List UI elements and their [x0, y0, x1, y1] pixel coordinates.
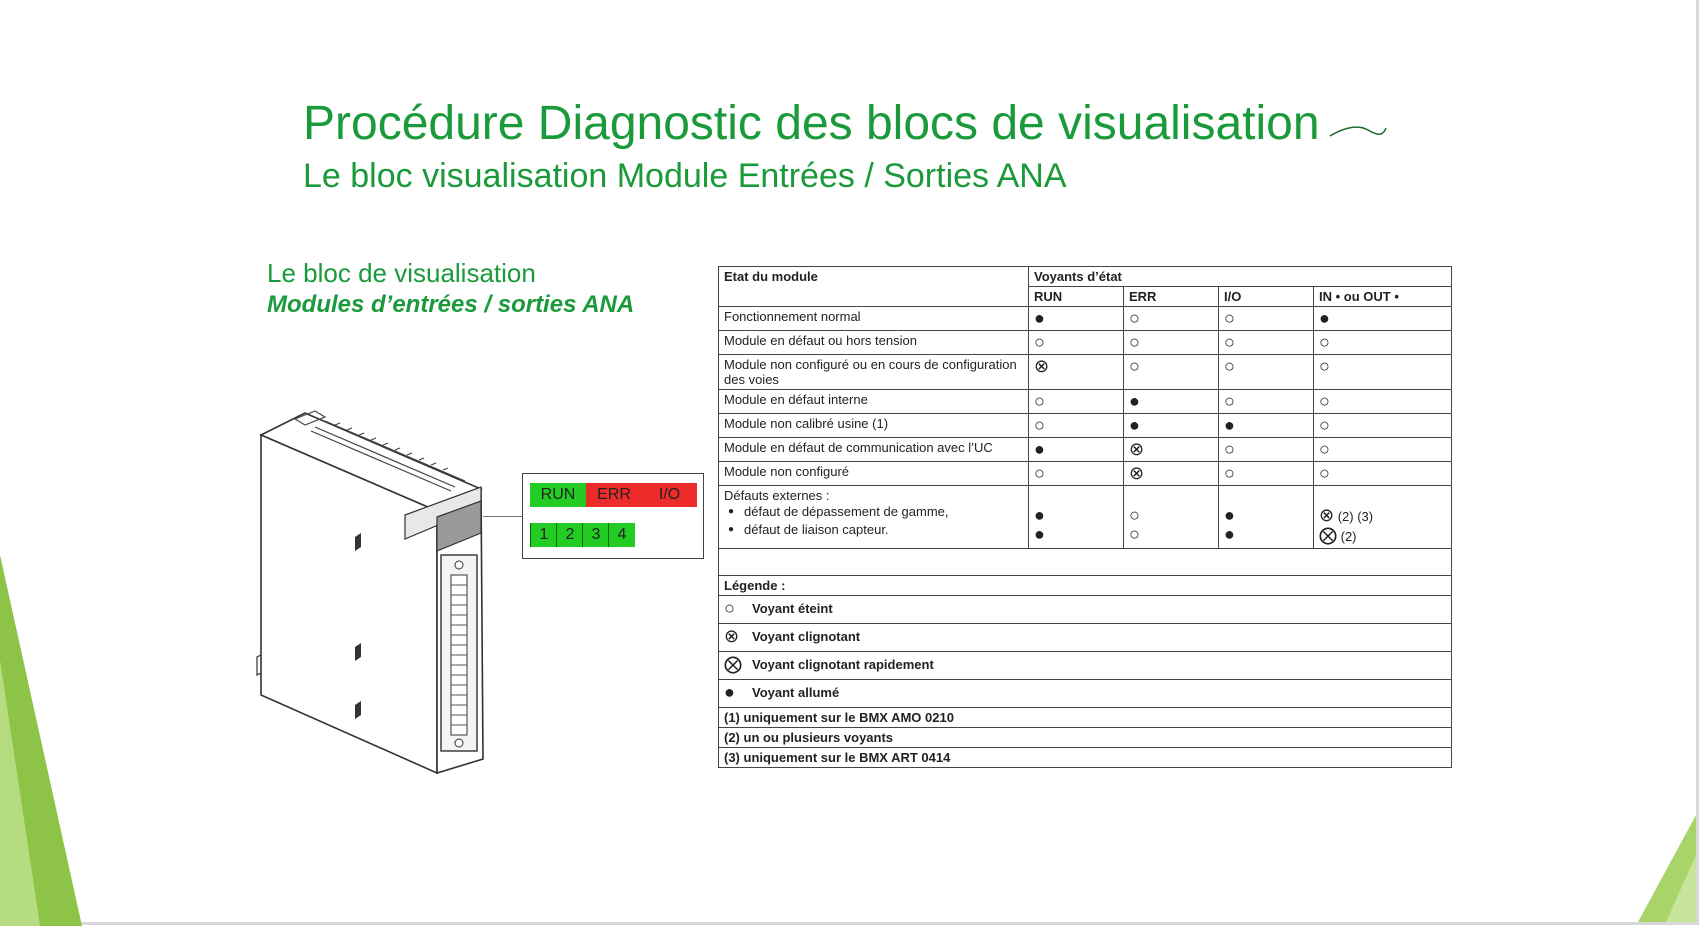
led-indicator: ○	[1224, 308, 1235, 328]
led-indicator: ○	[1034, 332, 1045, 352]
legend-text: Voyant allumé	[752, 685, 840, 700]
module-illustration	[255, 405, 495, 775]
led-indicator: ○	[1224, 463, 1235, 483]
led-indicator: ○	[1319, 463, 1330, 483]
led-indicator: ●	[1034, 524, 1045, 544]
led-indicator: ●	[1034, 439, 1045, 459]
table-row-external-faults	[719, 486, 1452, 549]
led-indicator: ○	[1034, 415, 1045, 435]
led-indicator: ○	[1224, 356, 1235, 376]
block-subtitle: Modules d’entrées / sorties ANA	[267, 291, 635, 318]
row-label: Fonctionnement normal	[719, 307, 1029, 331]
header-module-state: Etat du module	[719, 267, 1029, 307]
list-item: ● défaut de liaison capteur.	[724, 521, 1023, 539]
footnote-ref: (2)	[1340, 529, 1357, 544]
led-indicator: ●	[1224, 524, 1235, 544]
led-indicator: ⊗	[1129, 439, 1145, 459]
led-on-icon: ●	[724, 682, 735, 702]
table-row	[719, 307, 1452, 331]
led-indicator: ○	[1129, 505, 1140, 525]
table-row	[719, 390, 1452, 414]
led-fast-blink-icon: ⨂	[724, 654, 742, 674]
led-indicator: ○	[1319, 332, 1330, 352]
footnote: (2) un ou plusieurs voyants	[719, 728, 1452, 748]
led-io: I/O	[642, 483, 697, 507]
spacer-row	[719, 549, 1452, 576]
table-row	[719, 355, 1452, 390]
led-channel-3: 3	[582, 523, 609, 547]
table-row	[719, 331, 1452, 355]
legend-text: Voyant éteint	[752, 601, 833, 616]
led-indicator: ○	[1224, 391, 1235, 411]
leader-line	[483, 516, 523, 517]
led-indicator: ○	[1319, 356, 1330, 376]
led-indicator: ○	[1129, 524, 1140, 544]
led-blink-icon: ⊗	[724, 626, 740, 646]
led-indicator: ⊗	[1034, 356, 1050, 376]
table-row	[719, 438, 1452, 462]
led-indicator: ●	[1034, 505, 1045, 525]
footnote: (3) uniquement sur le BMX ART 0414	[719, 748, 1452, 768]
legend-text: Voyant clignotant rapidement	[752, 657, 934, 672]
led-indicator: ⨂	[1319, 525, 1337, 545]
row-label: Module non configuré ou en cours de configuration des voies	[719, 355, 1029, 390]
row-label: Module en défaut interne	[719, 390, 1029, 414]
led-indicator: ⊗	[1319, 505, 1335, 525]
decor-triangle-left-inner	[0, 660, 40, 926]
led-indicator: ○	[1224, 332, 1235, 352]
led-indicator: ○	[1034, 463, 1045, 483]
column-header: IN • ou OUT •	[1314, 287, 1452, 307]
legend-row	[719, 680, 1452, 708]
led-indicator: ●	[1224, 415, 1235, 435]
legend-row	[719, 624, 1452, 652]
row-label: Défauts externes :	[724, 488, 830, 503]
led-indicator: ○	[1319, 391, 1330, 411]
column-header: ERR	[1124, 287, 1219, 307]
led-indicator: ○	[1129, 332, 1140, 352]
led-indicator: ○	[1319, 439, 1330, 459]
led-display-panel	[522, 473, 704, 559]
led-indicator: ●	[1129, 415, 1140, 435]
row-label: Module non configuré	[719, 462, 1029, 486]
footnote-ref: (2) (3)	[1337, 509, 1374, 524]
led-off-icon: ○	[724, 598, 735, 618]
slide-title: Procédure Diagnostic des blocs de visualisation	[303, 97, 1320, 150]
table-row	[719, 462, 1452, 486]
column-header: I/O	[1219, 287, 1314, 307]
block-title: Le bloc de visualisation	[267, 258, 536, 288]
led-indicator: ●	[1319, 308, 1330, 328]
led-indicator: ○	[1129, 356, 1140, 376]
led-err: ERR	[586, 483, 642, 507]
led-indicator: ○	[1129, 308, 1140, 328]
led-indicator: ○	[1224, 439, 1235, 459]
led-status-table	[718, 266, 1452, 768]
led-channel-4: 4	[608, 523, 635, 547]
note-row	[719, 728, 1452, 748]
decor-triangle-right-inner	[1666, 855, 1696, 922]
note-row	[719, 708, 1452, 728]
slide-subtitle: Le bloc visualisation Module Entrées / Sorties ANA	[303, 157, 1067, 195]
list-item: ● défaut de dépassement de gamme,	[724, 503, 1023, 521]
led-channel-1: 1	[530, 523, 557, 547]
legend-text: Voyant clignotant	[752, 629, 861, 644]
led-indicator: ○	[1034, 391, 1045, 411]
table-row	[719, 414, 1452, 438]
led-indicator: ●	[1224, 505, 1235, 525]
legend-row	[719, 596, 1452, 624]
row-label: Module en défaut ou hors tension	[719, 331, 1029, 355]
legend-title: Légende :	[719, 576, 1452, 596]
column-header: RUN	[1029, 287, 1124, 307]
led-indicator: ●	[1129, 391, 1140, 411]
led-run: RUN	[530, 483, 586, 507]
led-indicator: ●	[1034, 308, 1045, 328]
pen-scribble-mark	[1328, 122, 1388, 142]
row-label: Module non calibré usine (1)	[719, 414, 1029, 438]
legend-title-row	[719, 576, 1452, 596]
led-indicator: ○	[1319, 415, 1330, 435]
note-row	[719, 748, 1452, 768]
led-indicator: ⊗	[1129, 463, 1145, 483]
legend-row	[719, 652, 1452, 680]
header-status-leds: Voyants d’état	[1029, 267, 1452, 287]
footnote: (1) uniquement sur le BMX AMO 0210	[719, 708, 1452, 728]
row-label: Module en défaut de communication avec l’UC	[719, 438, 1029, 462]
led-channel-2: 2	[556, 523, 583, 547]
